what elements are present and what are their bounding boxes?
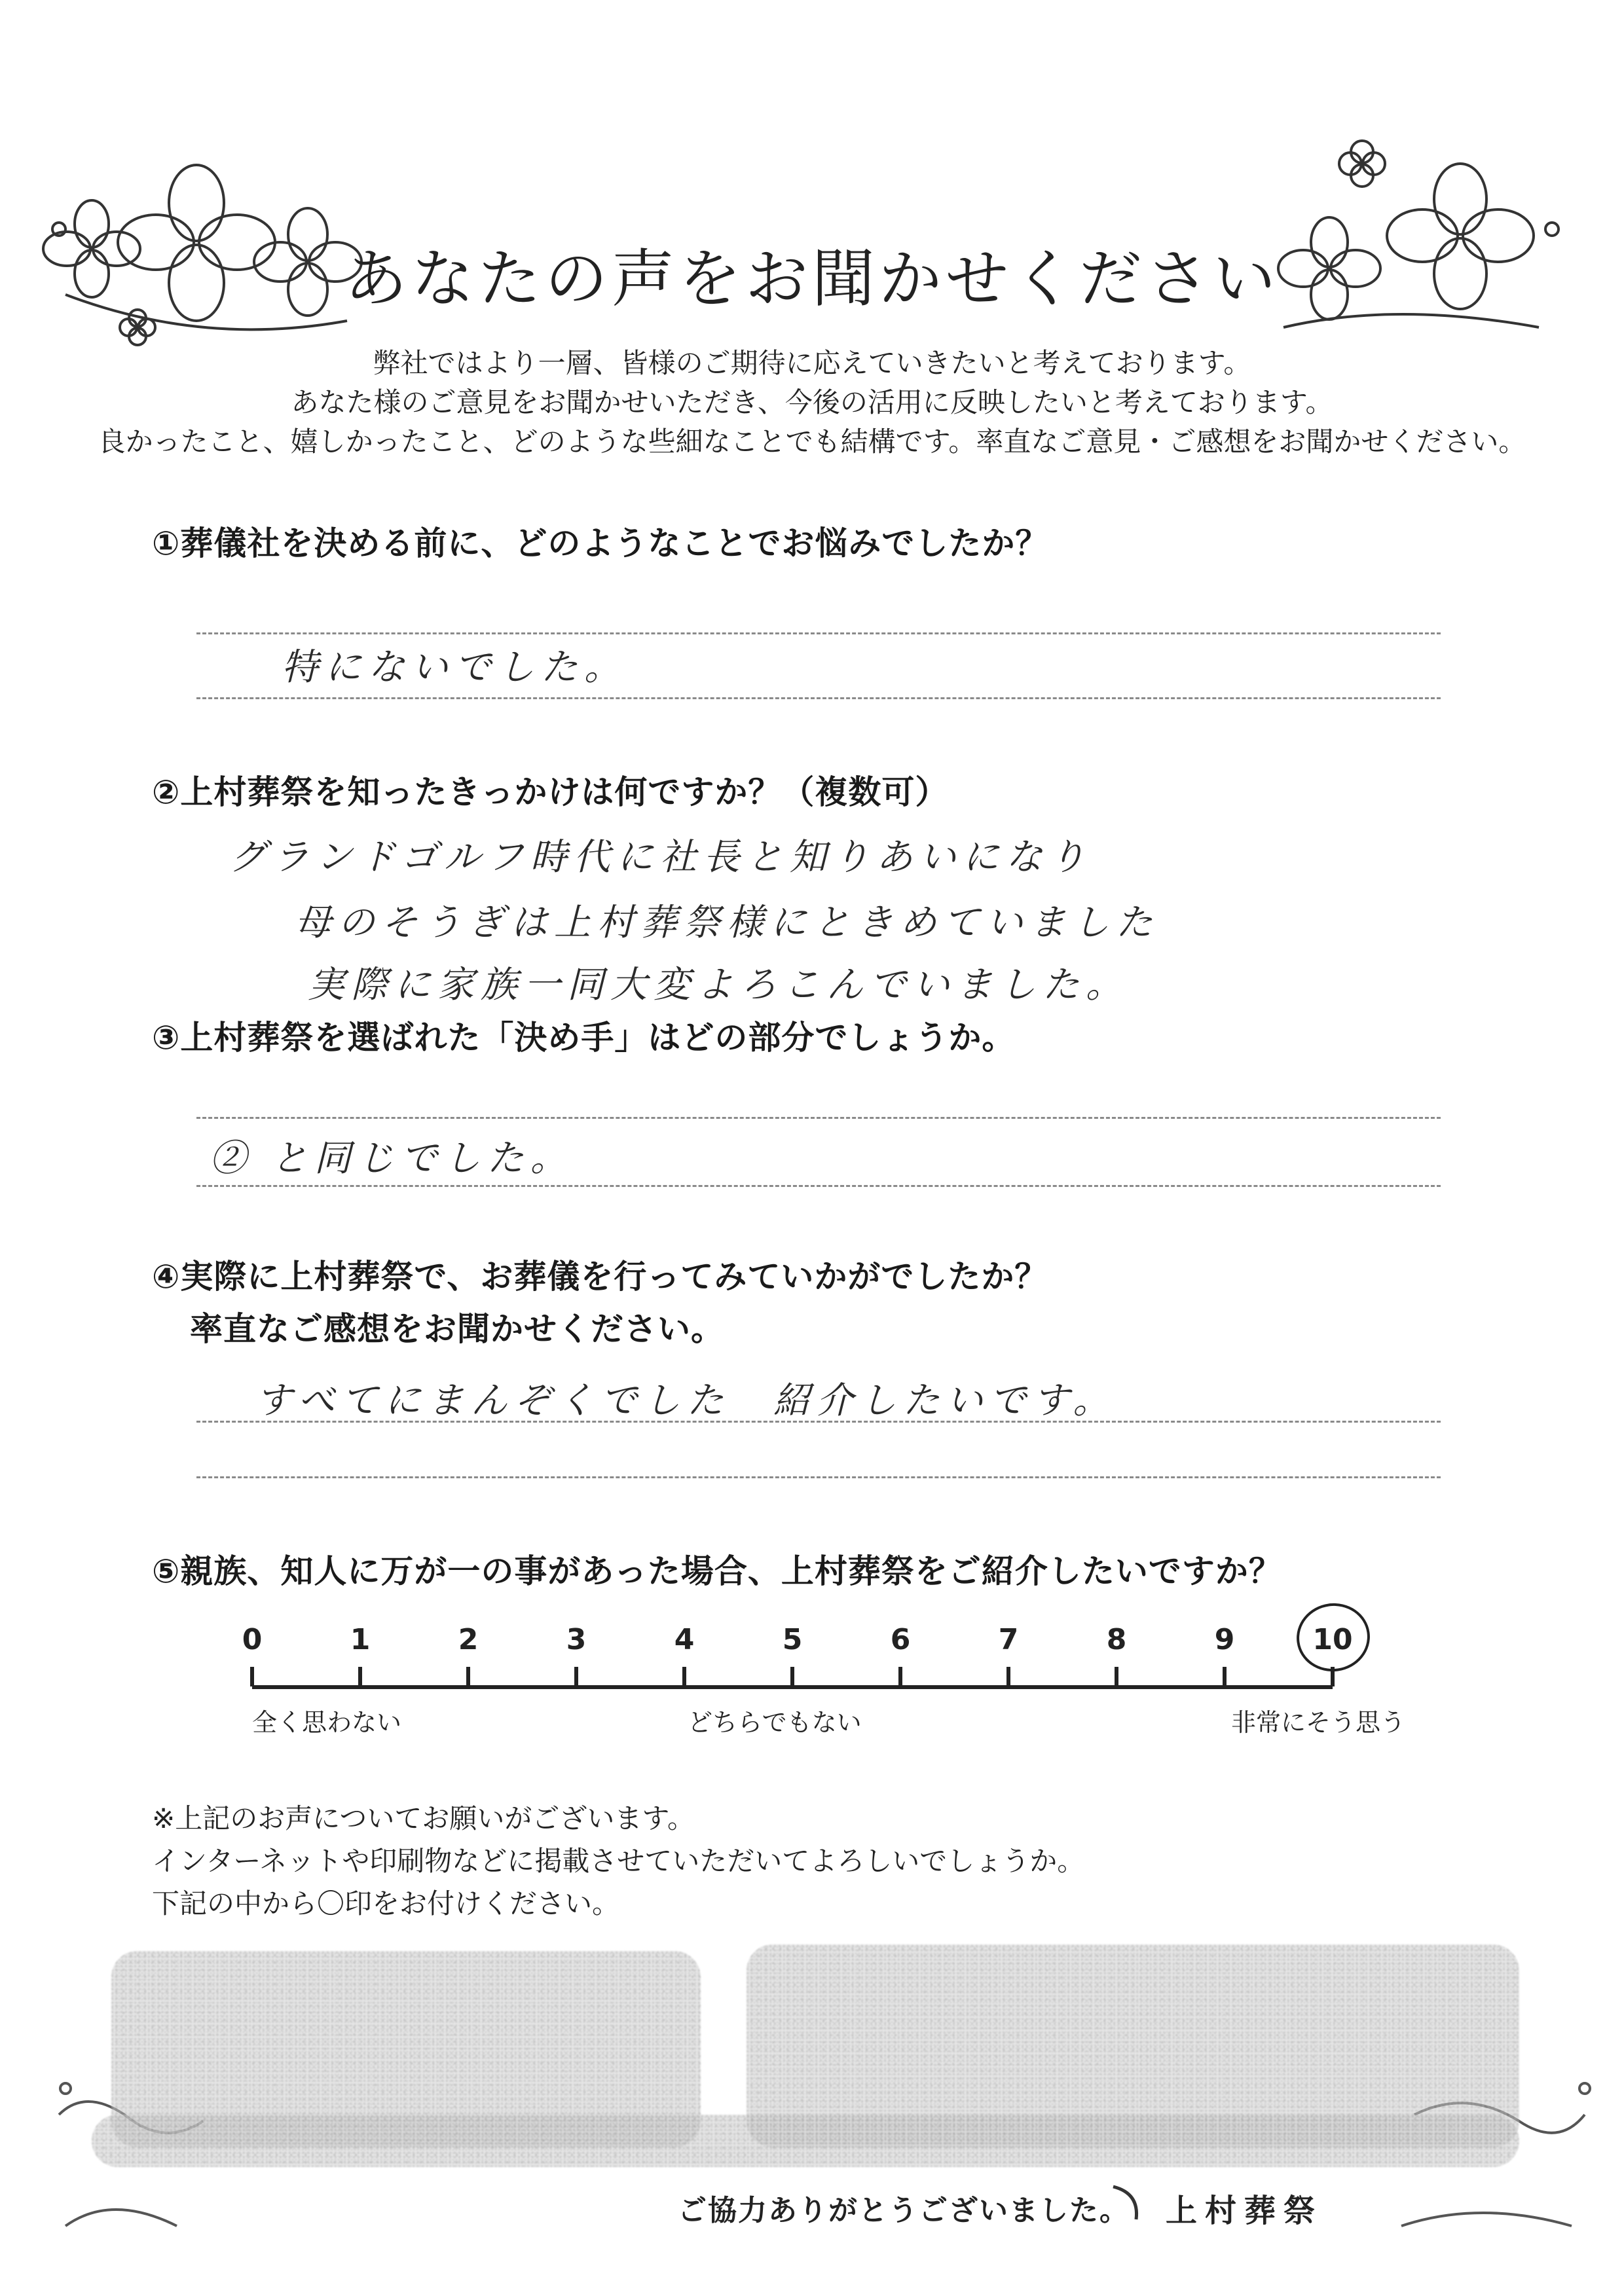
- answer-line: [196, 1421, 1441, 1423]
- intro-line-2: あなた様のご意見をお聞かせいただき、今後の活用に反映したいと考えております。: [291, 386, 1333, 418]
- scale-number-5: 5: [782, 1623, 803, 1656]
- scale-tick: [1006, 1667, 1010, 1686]
- redacted-area-lower: [92, 2115, 1519, 2167]
- question-5-label: ⑤親族、知人に万が一の事があった場合、上村葬祭をご紹介したいですか？: [152, 1552, 1282, 1590]
- answer-line: [196, 632, 1441, 634]
- publish-request-line-2: インターネットや印刷物などに掲載させていただいてよろしいでしょうか。: [152, 1845, 1085, 1877]
- scale-number-10: 10: [1312, 1623, 1353, 1656]
- scale-tick: [358, 1667, 362, 1686]
- selected-rating-circle: [1292, 1599, 1374, 1677]
- scale-tick: [1331, 1667, 1335, 1686]
- question-4-label-line-1: ④実際に上村葬祭で、お葬儀を行ってみていかがでしたか？: [152, 1258, 1048, 1296]
- question-3-label: ③上村葬祭を選ばれた「決め手」はどの部分でしょうか。: [152, 1019, 1016, 1057]
- rating-scale-axis: [252, 1685, 1333, 1689]
- scale-number-6: 6: [890, 1623, 911, 1656]
- publish-request-line-1: ※上記のお声についてお願いがございます。: [152, 1802, 695, 1834]
- question-2-answer-line-1: グランドゴルフ時代に社長と知りあいになり: [229, 836, 1092, 879]
- scale-tick: [466, 1667, 470, 1686]
- scale-tick: [682, 1667, 686, 1686]
- intro-line-1: 弊社ではより一層、皆様のご期待に応えていきたいと考えております。: [373, 347, 1251, 379]
- scale-number-7: 7: [998, 1623, 1019, 1656]
- question-3-answer: ② と同じでした。: [210, 1137, 574, 1180]
- question-4-label-line-2: 率直なご感想をお聞かせください。: [190, 1310, 724, 1348]
- question-1-label: ①葬儀社を決める前に、どのようなことでお悩みでしたか？: [152, 524, 1049, 562]
- scale-tick: [574, 1667, 578, 1686]
- scale-number-3: 3: [566, 1623, 587, 1656]
- answer-line: [196, 1117, 1441, 1119]
- question-4-answer: すべてにまんぞくでした 紹介したいです。: [255, 1379, 1116, 1422]
- question-2-answer-line-2: 母のそうぎは上村葬祭様にときめていました: [295, 902, 1159, 944]
- intro-line-3: 良かったこと、嬉しかったこと、どのような些細なことでも結構です。率直なご意見・ご感想をお聞かせください。: [98, 426, 1526, 458]
- scale-tick: [898, 1667, 902, 1686]
- scale-number-2: 2: [458, 1623, 479, 1656]
- publish-request-line-3: 下記の中から〇印をお付けください。: [152, 1887, 620, 1920]
- answer-line: [196, 697, 1441, 699]
- leaf-icon: [1107, 2180, 1153, 2226]
- answer-line: [196, 1476, 1441, 1478]
- page-title: あなたの声をお聞かせください: [344, 242, 1280, 316]
- scale-right-label: 非常にそう思う: [1231, 1708, 1406, 1737]
- question-1-answer: 特にないでした。: [282, 646, 627, 689]
- brand-name: 上村葬祭: [1166, 2193, 1323, 2229]
- scale-tick: [1115, 1667, 1118, 1686]
- scale-tick: [1223, 1667, 1227, 1686]
- scale-tick: [790, 1667, 794, 1686]
- scale-number-8: 8: [1106, 1623, 1127, 1656]
- question-2-answer-line-3: 実際に家族一同大変よろこんでいました。: [308, 964, 1129, 1006]
- answer-line: [196, 1185, 1441, 1187]
- thanks-message: ご協力ありがとうございました。: [678, 2194, 1130, 2227]
- scale-number-1: 1: [350, 1623, 371, 1656]
- scale-number-4: 4: [674, 1623, 695, 1656]
- scale-number-9: 9: [1214, 1623, 1235, 1656]
- scale-tick: [250, 1667, 254, 1686]
- question-2-label: ②上村葬祭を知ったきっかけは何ですか？（複数可）: [152, 773, 949, 811]
- scale-number-0: 0: [242, 1623, 263, 1656]
- scale-middle-label: どちらでもない: [688, 1708, 862, 1737]
- scale-left-label: 全く思わない: [252, 1708, 402, 1737]
